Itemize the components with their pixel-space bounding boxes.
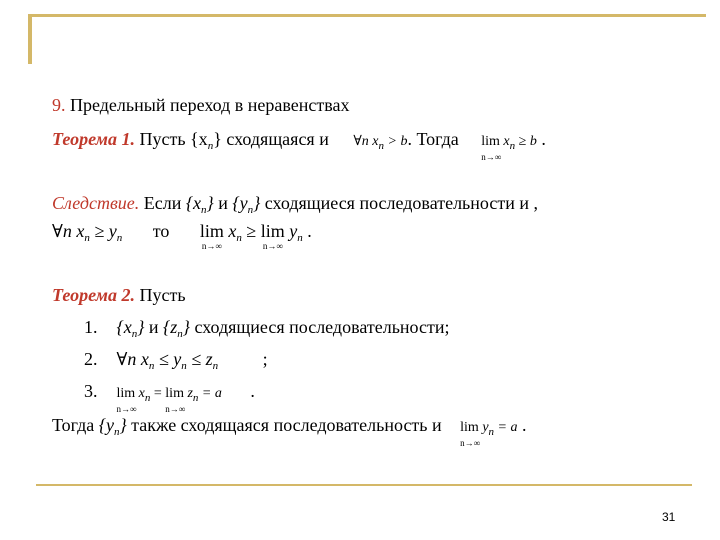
conclusion-limit: lim n→∞ $y_n = a$ xyxy=(460,420,518,448)
item-1-text: сходящиеся последовательности; xyxy=(194,317,450,337)
theorem-2-label: Теорема 2. xyxy=(52,285,135,305)
frame-top-accent xyxy=(28,14,706,17)
theorem-1-text: сходящаяся и xyxy=(226,129,329,149)
corollary-end: . xyxy=(307,221,312,241)
corollary-line-2 xyxy=(52,220,312,249)
theorem-1 xyxy=(52,128,546,162)
item-1-seq-z: $\{z_n\}$ xyxy=(163,317,190,340)
item-1-and: и xyxy=(148,317,159,337)
section-title-text: Предельный переход в неравенствах xyxy=(70,95,350,115)
page-number: 31 xyxy=(662,510,676,524)
theorem-1-label: Теорема 1. xyxy=(52,129,135,149)
item-2-end: ; xyxy=(262,349,268,369)
item-3-end: . xyxy=(250,381,255,401)
conclusion-seq-y: $\{y_n\}$ xyxy=(98,415,127,438)
conclusion-then: Тогда xyxy=(52,415,95,435)
section-title xyxy=(52,94,350,116)
corollary-label: Следствие. xyxy=(52,193,140,213)
theorem-1-lead: Пусть xyxy=(139,129,186,149)
theorem-1-then: . Тогда xyxy=(407,129,459,149)
corollary-then: то xyxy=(152,221,170,241)
theorem-1-limit: lim n→∞ $x_n \ge b$ xyxy=(481,134,537,162)
item-2-condition: ∀n $x_n \le y_n \le z_n$ xyxy=(116,349,219,372)
item-3-limits: lim n→∞ $x_n = \lim$ n→∞ $z_n = a$ xyxy=(116,386,222,414)
theorem-1-end: . xyxy=(541,129,546,149)
corollary-seq-x: $\{x_n\}$ xyxy=(185,193,214,216)
theorem-2-item-2 xyxy=(84,348,268,377)
item-1-number: 1. xyxy=(84,317,98,337)
corollary-limit: lim n→∞ $x_n \ge \lim$ n→∞ $y_n$ xyxy=(199,221,303,251)
conclusion-end: . xyxy=(521,415,527,435)
theorem-2-item-3 xyxy=(84,380,255,414)
corollary-seq-y: $\{y_n\}$ xyxy=(232,193,261,216)
theorem-2 xyxy=(52,284,186,306)
corollary-text: сходящиеся последовательности и , xyxy=(264,193,538,213)
corollary xyxy=(52,192,538,221)
item-1-seq-x: $\{x_n\}$ xyxy=(116,317,145,340)
item-2-number: 2. xyxy=(84,349,98,369)
theorem-1-condition: ∀n $x_n > b$ xyxy=(353,134,408,152)
corollary-condition: ∀n $x_n \ge y_n$ xyxy=(52,221,123,244)
theorem-2-lead: Пусть xyxy=(139,285,186,305)
section-number: 9. xyxy=(52,95,66,115)
corollary-and: и xyxy=(218,193,228,213)
theorem-1-seq: $\{x_n\}$ xyxy=(190,129,222,152)
frame-left-accent xyxy=(28,14,32,64)
footer-divider xyxy=(36,484,692,486)
corollary-lead: Если xyxy=(143,193,182,213)
theorem-2-conclusion xyxy=(52,414,527,448)
conclusion-text: также сходящаяся последовательность и xyxy=(131,415,442,435)
theorem-2-item-1 xyxy=(84,316,450,345)
item-3-number: 3. xyxy=(84,381,98,401)
